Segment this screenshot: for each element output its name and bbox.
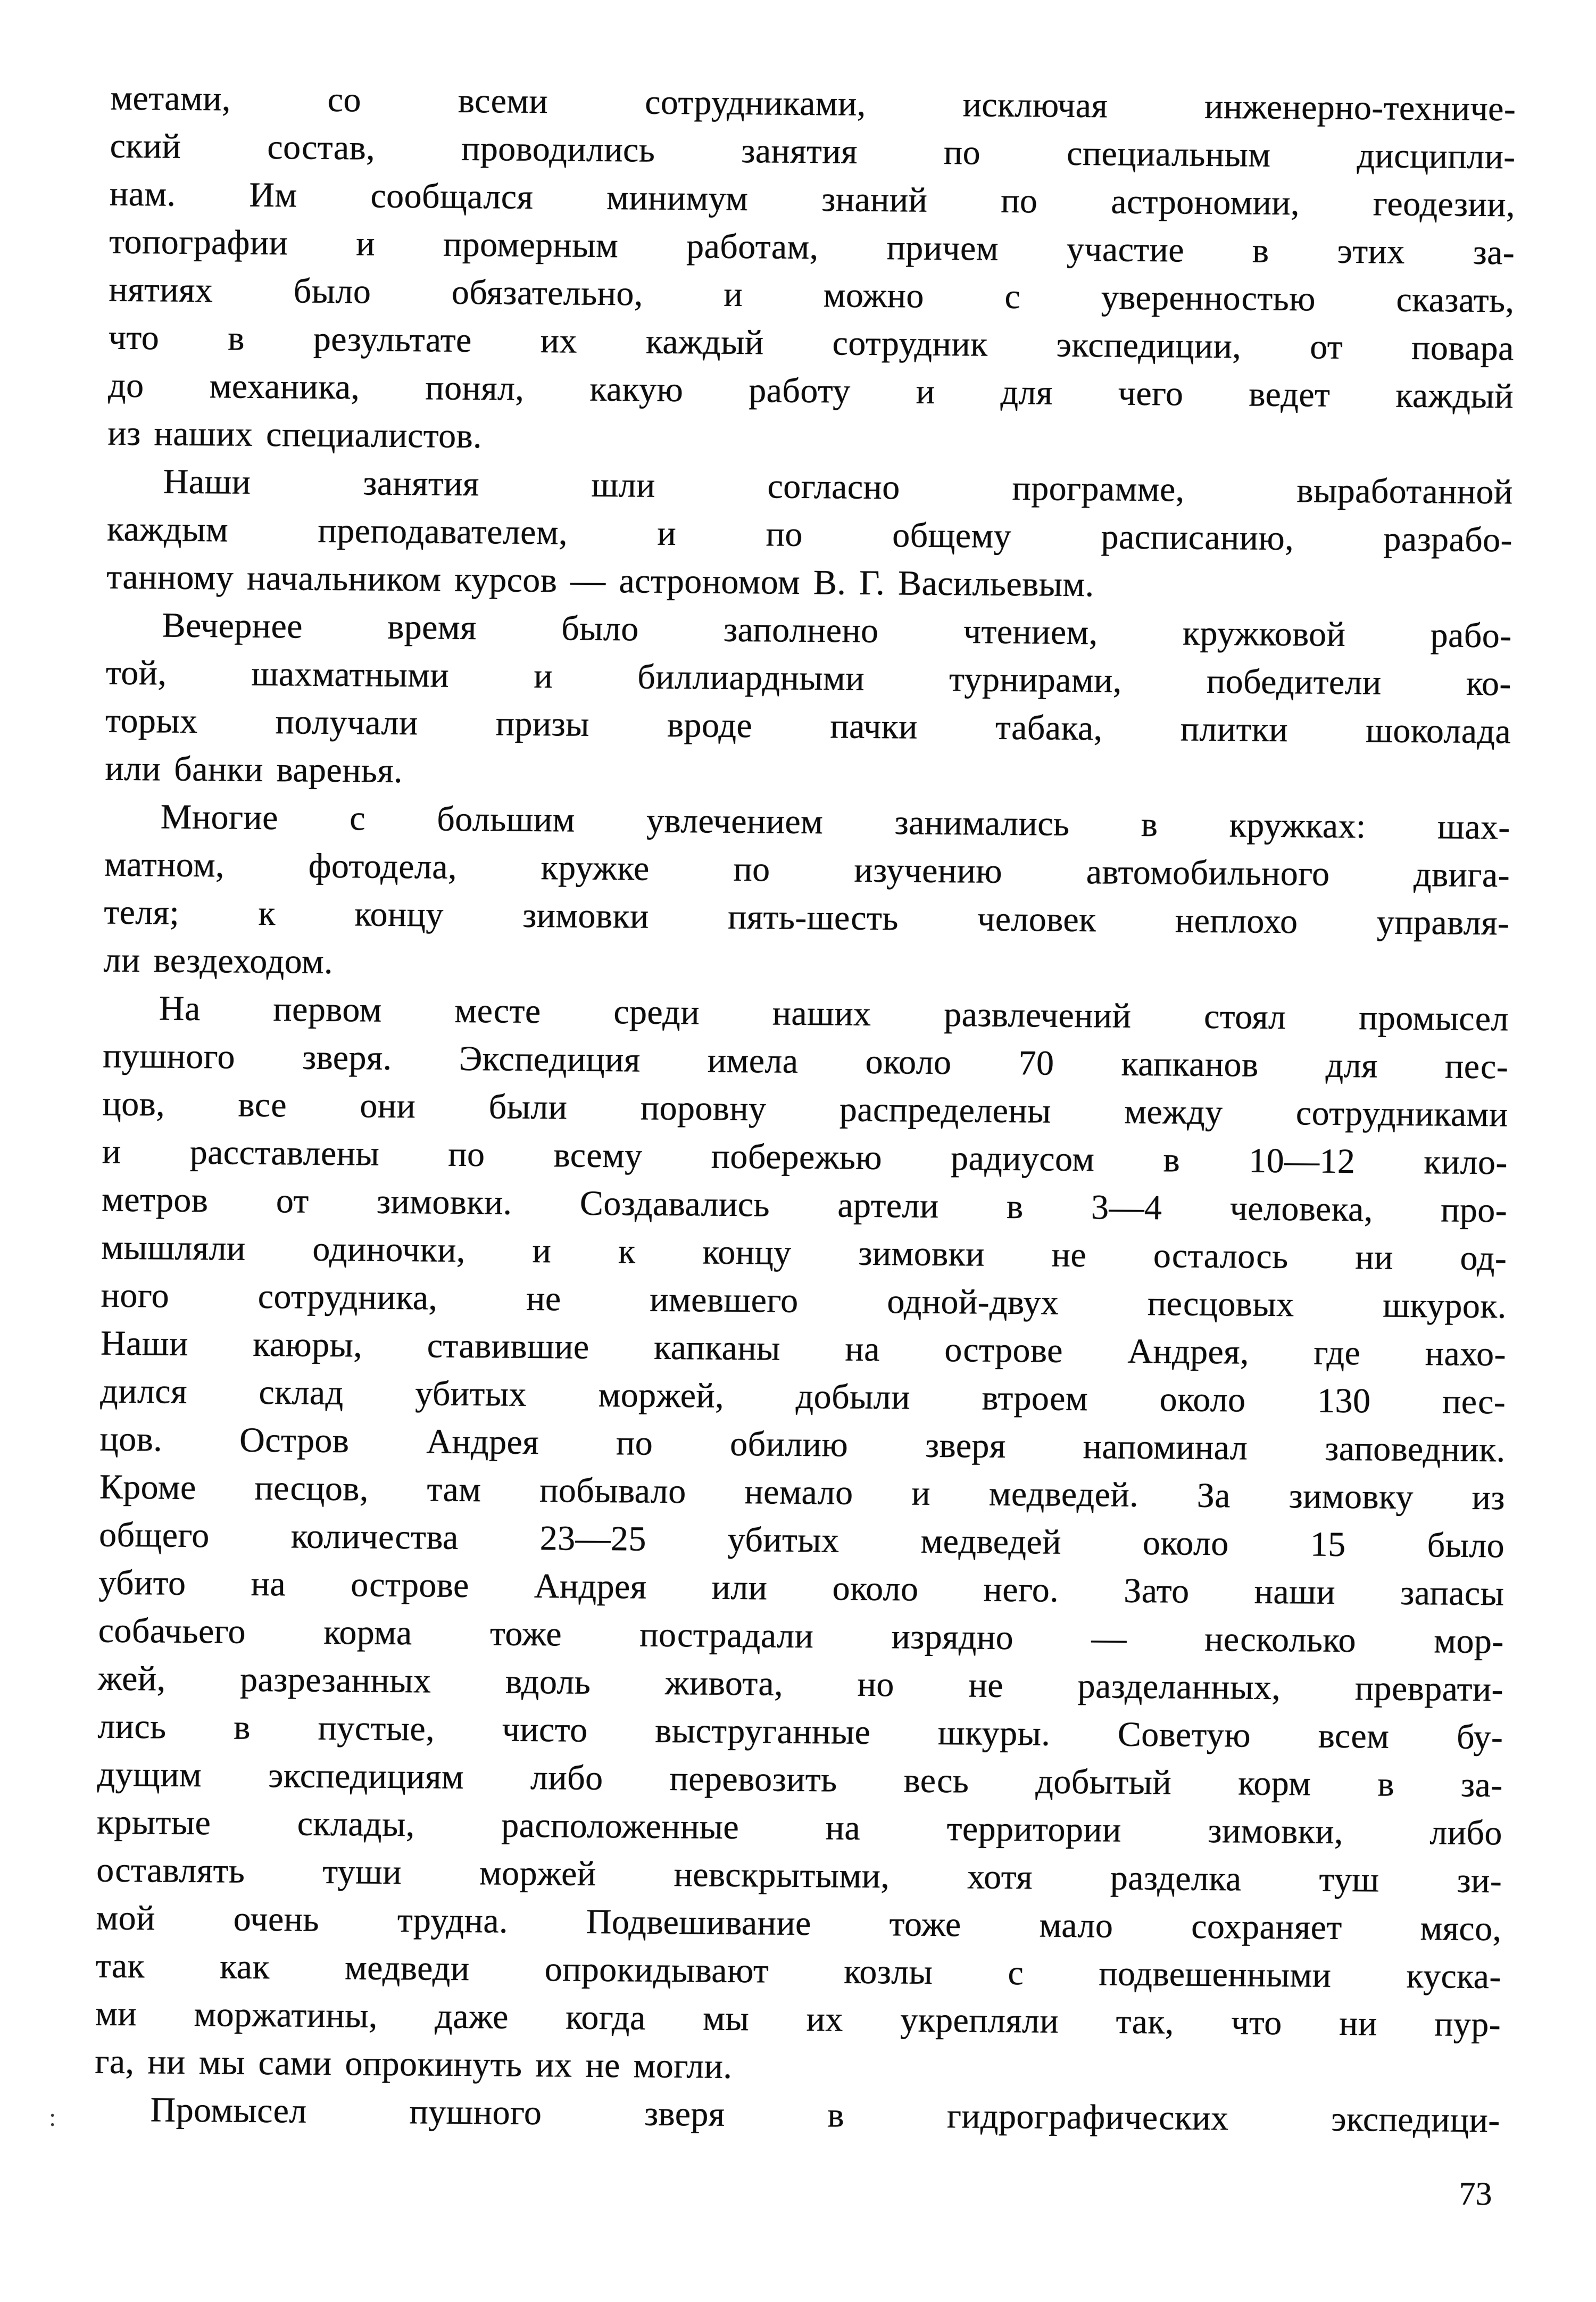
text-line: ного сотрудника, не имевшего одной-двух песцовых шкурок. [101,1276,1507,1326]
text-line: собачьего корма тоже пострадали изрядно — несколько мор- [98,1611,1504,1661]
text-line: На первом месте среди наших развлечений стоял промысел [159,989,1509,1039]
text-line: крытые склады, расположенные на территории зимовки, либо [96,1802,1503,1853]
text-line: цов, все они были поровну распределены между сотрудниками [102,1084,1508,1135]
text-line: метами, со всеми сотрудниками, исключая инженерно-техниче- [110,78,1516,129]
text-line: танному начальником курсов — астрономом В. Г. Васильевым. [106,557,1094,605]
text-line: той, шахматными и биллиардными турнирами, победители ко- [105,653,1512,703]
text-line: дущим экспедициям либо перевозить весь добытый корм в за- [97,1754,1503,1805]
text-line: ский состав, проводились занятия по специальным дисципли- [110,126,1516,177]
text-block [94,74,1516,2213]
text-line: общего количества 23—25 убитых медведей около 15 было [98,1515,1505,1566]
page-number: 73 [1459,2175,1492,2213]
text-line: га, ни мы сами опрокинуть их не могли. [95,2042,733,2086]
text-line: или банки варенья. [105,749,403,791]
text-line: Промысел пушного зверя в гидрографических экспедици- [150,2090,1500,2140]
text-line: Вечернее время было заполнено чтением, кружковой рабо- [162,606,1512,656]
text-lines [94,74,1516,2145]
text-line: лись в пустые, чисто выструганные шкуры. Советую всем бу- [97,1707,1503,1757]
text-line: топографии и промерным работам, причем участие в этих за- [109,222,1515,272]
text-line: ми моржатины, даже когда мы их укрепляли так, что ни пур- [95,1994,1501,2044]
text-line: жей, разрезанных вдоль живота, но не разделанных, преврати- [97,1659,1504,1709]
text-line: нятиях было обязательно, и можно с уверенностью сказать, [109,270,1515,320]
text-line: матном, фотодела, кружке по изучению автомобильного двига- [104,844,1510,895]
text-line: нам. Им сообщался минимум знаний по астрономии, геодезии, [109,174,1516,225]
text-line: торых получали призы вроде пачки табака, плитки шоколада [105,701,1511,751]
text-line: так как медведи опрокидывают козлы с подвешенными куска- [95,1946,1502,1997]
text-line: и расставлены по всему побережью радиусом в 10—12 кило- [102,1132,1508,1182]
text-line: из наших специалистов. [107,413,483,456]
text-line: до механика, понял, какую работу и для чего ведет каждый [107,366,1514,416]
text-line: цов. Остров Андрея по обилию зверя напоминал заповедник. [99,1419,1506,1470]
text-line: Наши каюры, ставившие капканы на острове Андрея, где нахо- [100,1323,1507,1374]
text-line: оставлять туши моржей невскрытыми, хотя разделка туш зи- [96,1850,1502,1901]
text-line: Многие с большим увлечением занимались в кружках: шах- [160,797,1510,847]
text-line: метров от зимовки. Создавались артели в 3—4 человека, про- [101,1180,1508,1230]
text-line: ли вездеходом. [103,940,334,982]
text-line: каждым преподавателем, и по общему расписанию, разрабо- [106,509,1513,560]
text-line: убито на острове Андрея или около него. Зато наши запасы [98,1563,1504,1613]
text-line: пушного зверя. Экспедиция имела около 70 капканов для пес- [102,1036,1509,1087]
text-line: дился склад убитых моржей, добыли втроем около 130 пес- [100,1371,1506,1422]
text-line: мышляли одиночки, и к концу зимовки не осталось ни од- [101,1228,1507,1278]
text-line: что в результате их каждый сотрудник экспедиции, от повара [108,318,1515,368]
scan-artifact: : [49,2104,56,2132]
text-line: теля; к концу зимовки пять-шесть человек неплохо управля- [104,892,1510,943]
text-line: Кроме песцов, там побывало немало и медведей. За зимовку из [99,1467,1506,1518]
text-line: мой очень трудна. Подвешивание тоже мало сохраняет мясо, [96,1898,1502,1949]
text-line: Наши занятия шли согласно программе, выработанной [163,462,1513,512]
